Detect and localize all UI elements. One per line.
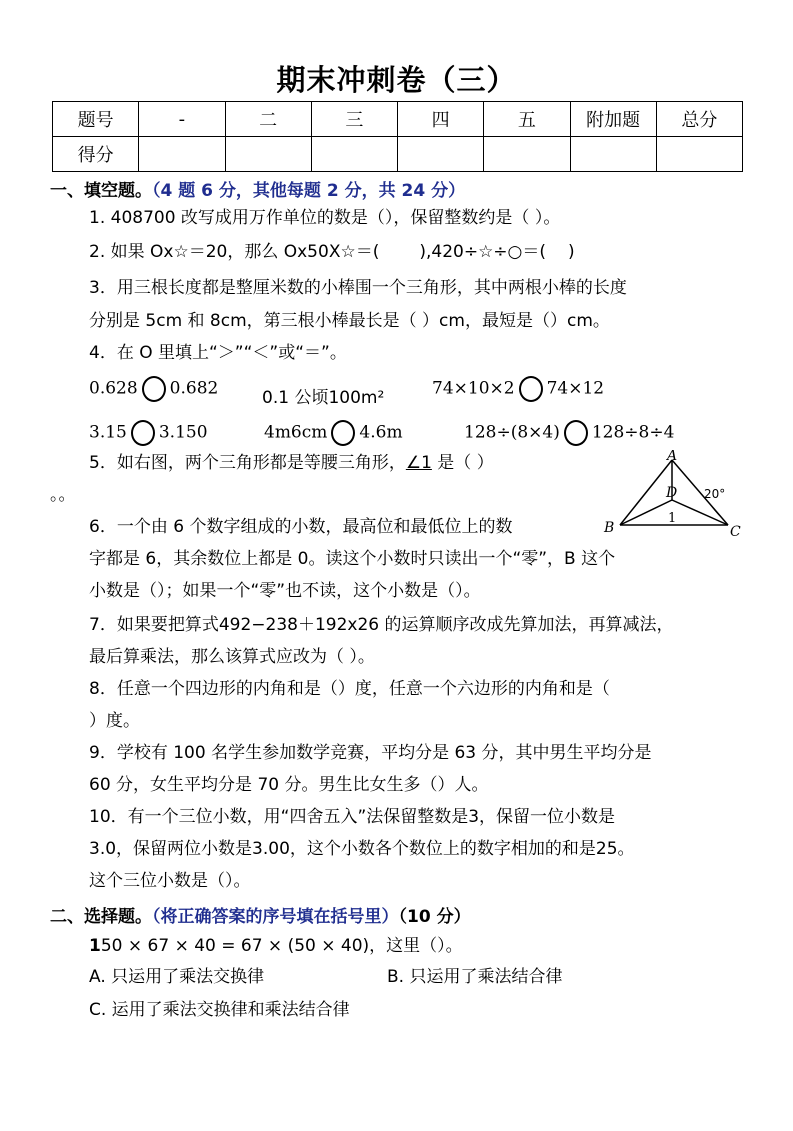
question-2-part-c: ) [568,242,575,262]
angle-label: ∠1 [405,453,432,473]
question-2-part-b: ),420÷☆÷○＝( [419,242,547,262]
triangle-edge [620,460,672,525]
compare-item-b: 0.1 公顷100m² [262,388,385,408]
choice-question-1-text: 50 × 67 × 40 = 67 × (50 × 40)，这里（）。 [100,936,463,956]
option-a[interactable]: A. 只运用了乘法交换律 [89,967,265,987]
compare-right: 0.682 [169,378,219,399]
question-10-line-1: 10．有一个三位小数，用“四舍五入”法保留整数是3，保留一位小数是 [89,807,616,827]
choice-question-1-number: 1 [89,936,101,956]
section2-title: 二、选择题。 [50,907,152,927]
compare-right: 3.150 [158,422,208,443]
compare-circle[interactable] [131,420,155,446]
question-5-continuation: 。。 [50,485,76,505]
score-input-cell[interactable] [139,137,225,172]
score-table-header-row [53,102,743,137]
triangle-edge [620,500,672,525]
question-6-line-3: 小数是（）；如果一个“零”也不读，这个小数是（）。 [89,581,481,601]
compare-left: 74×10×2 [432,378,515,399]
score-table [52,101,743,172]
compare-item-f [464,420,674,446]
choice-question-1 [89,935,463,957]
angle-arc [710,504,720,516]
compare-circle[interactable] [142,376,166,402]
compare-left: 3.15 [89,422,127,443]
score-input-cell[interactable] [398,137,484,172]
score-input-cell[interactable] [656,137,742,172]
compare-circle[interactable] [564,420,588,446]
question-9-line-1: 9．学校有 100 名学生参加数学竞赛，平均分是 63 分，其中男生平均分是 [89,743,652,763]
compare-left: 128÷(8×4) [464,422,560,443]
score-table-cell: - [139,102,225,137]
score-table-cell: 五 [484,102,570,137]
question-6-line-2: 字都是 6，其余数位上都是 0。读这个小数时只读出一个“零”，B 这个 [89,549,616,569]
section1-title: 一、填空题。 [50,181,152,201]
question-8-line-1: 8．任意一个四边形的内角和是（）度，任意一个六边形的内角和是（ [89,679,610,699]
compare-left: 0.628 [89,378,138,399]
score-table-cell: 附加题 [570,102,656,137]
question-3-line-2: 分别是 5cm 和 8cm，第三根小棒最长是（ ）cm，最短是（）cm。 [89,311,610,331]
question-2-part-a: 2. 如果 Ox☆＝20，那么 Ox50X☆＝( [89,242,380,262]
score-table-cell: 四 [398,102,484,137]
compare-item-d [89,420,208,446]
question-5-text: 5．如右图，两个三角形都是等腰三角形， [89,453,406,473]
compare-item-e [264,420,403,446]
vertex-label-c: C [730,524,741,540]
question-9-line-2: 60 分，女生平均分是 70 分。男生比女生多（）人。 [89,775,489,795]
question-10-line-2: 3.0，保留两位小数是3.00，这个小数各个数位上的数字相加的和是25。 [89,839,635,859]
vertex-label-b: B [604,520,615,536]
question-3-line-1: 3．用三根长度都是整厘米数的小棒围一个三角形，其中两根小棒的长度 [89,278,627,298]
question-8-line-2: ）度。 [89,711,140,731]
compare-right: 74×12 [546,378,605,399]
compare-circle[interactable] [519,376,543,402]
section2-heading [50,902,471,927]
question-7-line-1: 7．如果要把算式492−238＋192x26 的运算顺序改成先算加法，再算减法， [89,615,674,635]
compare-left: 4m6cm [264,422,328,443]
section1-heading [50,176,465,201]
compare-item-a [89,376,218,402]
score-input-cell[interactable] [311,137,397,172]
vertex-label-a: A [667,450,678,464]
triangle-edge [672,500,728,525]
score-table-cell: 三 [311,102,397,137]
page-title: 期末冲刺卷（三） [276,63,517,97]
compare-circle[interactable] [331,420,355,446]
compare-right: 4.6m [359,422,403,443]
option-b[interactable]: B. 只运用了乘法结合律 [387,967,563,987]
question-5 [89,452,494,474]
question-4: 4．在 O 里填上“＞”“＜”或“＝”。 [89,343,347,363]
question-2 [89,241,575,263]
section2-note: （将正确答案的序号填在括号里） [152,907,399,927]
score-row-label: 得分 [53,137,139,172]
score-input-cell[interactable] [484,137,570,172]
section1-note: （4 题 6 分，其他每题 2 分，共 24 分） [152,181,466,201]
angle-20-label: 20° [704,487,726,501]
score-table-cell: 题号 [53,102,139,137]
question-7-line-2: 最后算乘法，那么该算式应改为（ ）。 [89,647,375,667]
question-6-line-1: 6．一个由 6 个数字组成的小数，最高位和最低位上的数 [89,517,513,537]
angle-1-label: 1 [668,511,677,526]
option-c[interactable]: C. 运用了乘法交换律和乘法结合律 [89,1000,350,1020]
question-1: 1. 408700 改写成用万作单位的数是（），保留整数约是（ ）。 [89,208,561,228]
score-table-score-row [53,137,743,172]
triangle-figure [600,450,750,540]
section2-points: （10 分） [398,907,471,927]
question-5-end: 是（ ） [431,453,494,473]
compare-item-c [432,376,604,402]
score-table-cell: 总分 [656,102,742,137]
score-input-cell[interactable] [225,137,311,172]
vertex-label-d: D [666,485,678,501]
score-input-cell[interactable] [570,137,656,172]
score-table-cell: 二 [225,102,311,137]
compare-right: 128÷8÷4 [591,422,675,443]
question-10-line-3: 这个三位小数是（）。 [89,871,251,891]
